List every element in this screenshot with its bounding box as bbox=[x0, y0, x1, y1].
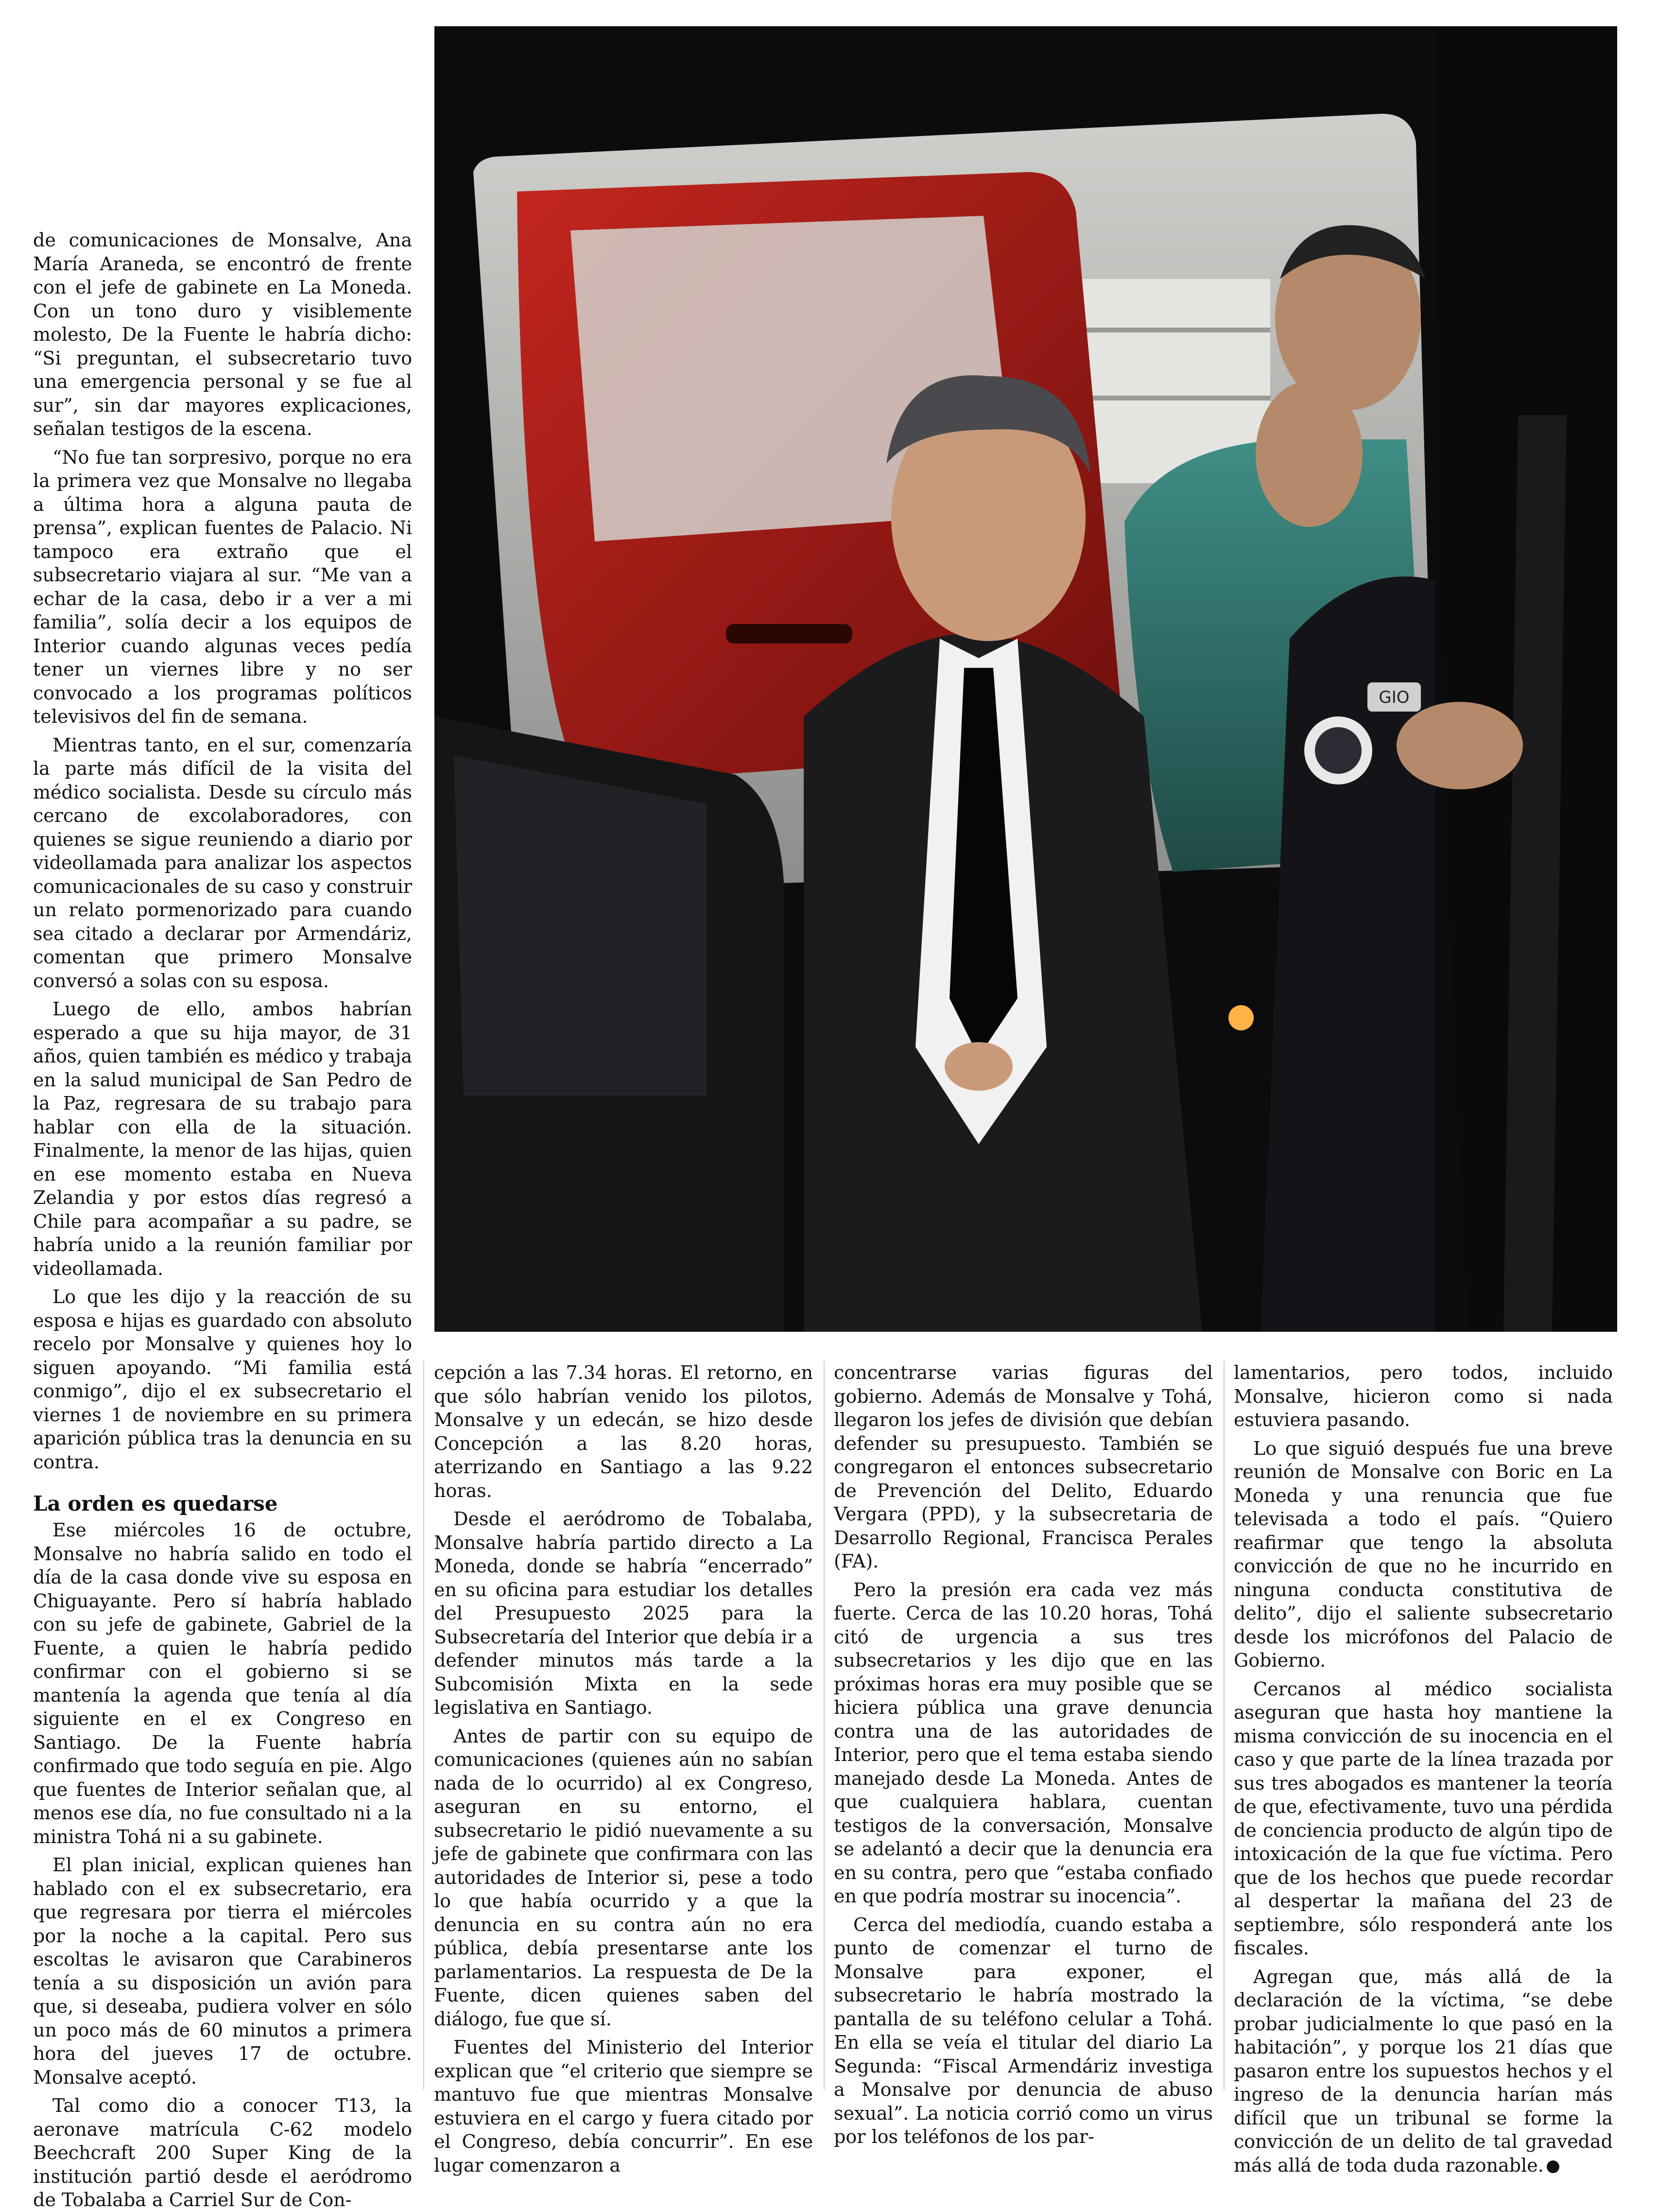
paragraph: El plan inicial, explican quienes han hablado con el ex subsecretario, era que regresara por tierra el miércoles por la noche a la capital. Pero sus escoltas le avisaron que Carabineros tenía a su disposición un avión para que, si deseaba, pudiera volver en sólo un poco más de 60 minutos a primera hora del jueves 17 de octubre. Monsalve aceptó. bbox=[33, 1854, 412, 2088]
article-column-2 bbox=[434, 1361, 813, 2177]
paragraph: “No fue tan sorpresivo, porque no era la primera vez que Monsalve no llegaba a última hora a alguna pauta de prensa”, explican fuentes de Palacio. Ni tampoco era extraño que el subsecretario viajara al sur. “Me van a echar de la casa, debo ir a ver a mi familia”, solía decir a los equipos de Interior cuando algunas veces pedía tener un viernes libre y no ser convocado a los programas políticos televisivos del fin de semana. bbox=[33, 446, 412, 727]
paragraph: Lo que les dijo y la reacción de su esposa e hijas es guardado con absoluto recelo por Monsalve y quienes hoy lo siguen apoyando. “Mi familia está conmigo”, dijo el ex subsecretario el viernes 1 de noviembre en su primera aparición pública tras la denuncia en su contra. bbox=[33, 1286, 412, 1473]
paragraph: lamentarios, pero todos, incluido Monsalve, hicieron como si nada estuviera pasando. bbox=[1234, 1362, 1613, 1430]
paragraph: Ese miércoles 16 de octubre, Monsalve no habría salido en todo el día de la casa donde vive su esposa en Chiguayante. Pero sí habría hablado con su jefe de gabinete, Gabriel de la Fuente, a quien le habría pedido confirmar con el gobierno si se mantenía la agenda que tenía al día siguiente en el ex Congreso en Santiago. De la Fuente habría confirmado que todo seguía en pie. Algo que fuentes de Interior señalan que, al menos ese día, no fue consultado ni a la ministra Tohá ni a su gabinete. bbox=[33, 1519, 412, 1847]
paragraph: Fuentes del Ministerio del Interior explican que “el criterio que siempre se mantuvo fue que mientras Monsalve estuviera en el cargo y fuera citado por el Congreso, debía concurrir”. En ese lugar comenzaron a bbox=[434, 2037, 813, 2176]
paragraph: Pero la presión era cada vez más fuerte. Cerca de las 10.20 horas, Tohá citó de urgencia a sus tres subsecretarios y les dijo que en las próximas horas era muy posible que se hiciera pública una grave denuncia contra una de las autoridades de Interior, pero que el tema estaba siendo manejado desde La Moneda. Antes de que cualquiera hablara, cuentan testigos de la conversación, Monsalve se adelantó a decir que la denuncia era en su contra, pero que “estaba confiado en que podría mostrar su inocencia”. bbox=[834, 1579, 1213, 1907]
paragraph: Luego de ello, ambos habrían esperado a que su hija mayor, de 31 años, quien también es médico y trabaja en la salud municipal de San Pedro de la Paz, regresara de su trabajo para hablar con ella de la situación. Finalmente, la menor de las hijas, quien en ese momento estaba en Nueva Zelandia y por estos días regresó a Chile para acompañar a su padre, se habría unido a la reunión familiar por videollamada. bbox=[33, 998, 412, 1279]
paragraph-text: Agregan que, más allá de la declaración de la víctima, “se debe probar judicialmente lo que pasó en la habitación”, y porque los 21 días que pasaron entre los supuestos hechos y el ingreso de la denuncia harían más difícil que un tribunal se forme la convicción de un delito de tal gravedad más allá de toda duda razonable. bbox=[1234, 1966, 1613, 2176]
end-of-article-mark: ❶ bbox=[1547, 2160, 1559, 2173]
column-divider bbox=[423, 1361, 424, 2090]
article-photo bbox=[434, 26, 1617, 1332]
paragraph: Cercanos al médico socialista aseguran que hasta hoy mantiene la misma convicción de su inocencia en el caso y que parte de la línea trazada por sus tres abogados es mantener la teoría de que, efectivamente, tuvo una pérdida de conciencia producto de algún tipo de intoxicación de la que fue víctima. Pero que de los hechos que puede recordar al despertar la mañana del 23 de septiembre, sólo responderá ante los fiscales. bbox=[1234, 1678, 1613, 1959]
paragraph: cepción a las 7.34 horas. El retorno, en que sólo habrían venido los pilotos, Monsalve y un edecán, se hizo desde Concepción a las 8.20 horas, aterrizando en Santiago a las 9.22 horas. bbox=[434, 1362, 813, 1501]
paragraph: concentrarse varias figuras del gobierno. Además de Monsalve y Tohá, llegaron los jefes de división que debían defender su presupuesto. También se congregaron el entonces subsecretario de Prevención del Delito, Eduardo Vergara (PPD), y la subsecretaria de Desarrollo Regional, Francisca Perales (FA). bbox=[834, 1362, 1213, 1572]
article-column-1 bbox=[33, 228, 412, 2212]
paragraph: Desde el aeródromo de Tobalaba, Monsalve habría partido directo a La Moneda, donde se habría “encerrado” en su oficina para estudiar los detalles del Presupuesto 2025 para la Subsecretaría del Interior que debía ir a defender minutos más tarde a la Subcomisión Mixta en la sede legislativa en Santiago. bbox=[434, 1508, 813, 1718]
paragraph: Antes de partir con su equipo de comunicaciones (quienes aún no sabían nada de lo ocurrido) al ex Congreso, aseguran en su entorno, el subsecretario le pidió nuevamente a su jefe de gabinete que confirmara con las autoridades de Interior si, pese a todo lo que había ocurrido y a que la denuncia en su contra aún no era pública, debía presentarse ante los parlamentarios. La respuesta de De la Fuente, dicen quienes saben del diálogo, fue que sí. bbox=[434, 1725, 813, 2030]
column-divider bbox=[1224, 1361, 1225, 2090]
paragraph: Tal como dio a conocer T13, la aeronave matrícula C-62 modelo Beechcraft 200 Super King de la institución partió desde el aeródromo de Tobalaba a Carriel Sur de Con- bbox=[33, 2095, 412, 2211]
paragraph: Mientras tanto, en el sur, comenzaría la parte más difícil de la visita del médico socialista. Desde su círculo más cercano de excolaboradores, con quienes se sigue reuniendo a diario por videollamada para analizar los aspectos comunicacionales de su caso y construir un relato pormenorizado para cuando sea citado a declarar por Armendáriz, comentan que primero Monsalve conversó a solas con su esposa. bbox=[33, 734, 412, 992]
column-divider bbox=[824, 1361, 825, 2090]
paragraph: de comunicaciones de Monsalve, Ana María Araneda, se encontró de frente con el jefe de gabinete en La Moneda. Con un tono duro y visiblemente molesto, De la Fuente le habría dicho: “Si preguntan, el subsecretario tuvo una emergencia personal y se fue al sur”, sin dar mayores explicaciones, señalan testigos de la escena. bbox=[33, 229, 412, 439]
photo-illustration bbox=[434, 26, 1617, 1332]
paragraph: Cerca del mediodía, cuando estaba a punto de comenzar el turno de Monsalve para exponer, el subsecretario le habría mostrado la pantalla de su teléfono celular a Tohá. En ella se veía el titular del diario La Segunda: “Fiscal Armendáriz investiga a Monsalve por denuncia de abuso sexual”. La noticia corrió como un virus por los teléfonos de los par- bbox=[834, 1914, 1213, 2147]
article-column-4 bbox=[1234, 1361, 1613, 2177]
article-column-3 bbox=[834, 1361, 1213, 2149]
paragraph: Lo que siguió después fue una breve reunión de Monsalve con Boric en La Moneda y una renuncia que fue televisada a todo el país. “Quiero reafirmar que tengo la absoluta convicción de que no he incurrido en ninguna conducta constitutiva de delito”, dijo el saliente subsecretario desde los micrófonos del Palacio de Gobierno. bbox=[1234, 1437, 1613, 1671]
officer-name-badge: GIO bbox=[1379, 688, 1410, 707]
paragraph bbox=[1234, 1965, 1613, 2177]
section-subhead: La orden es quedarse bbox=[33, 1492, 278, 1515]
